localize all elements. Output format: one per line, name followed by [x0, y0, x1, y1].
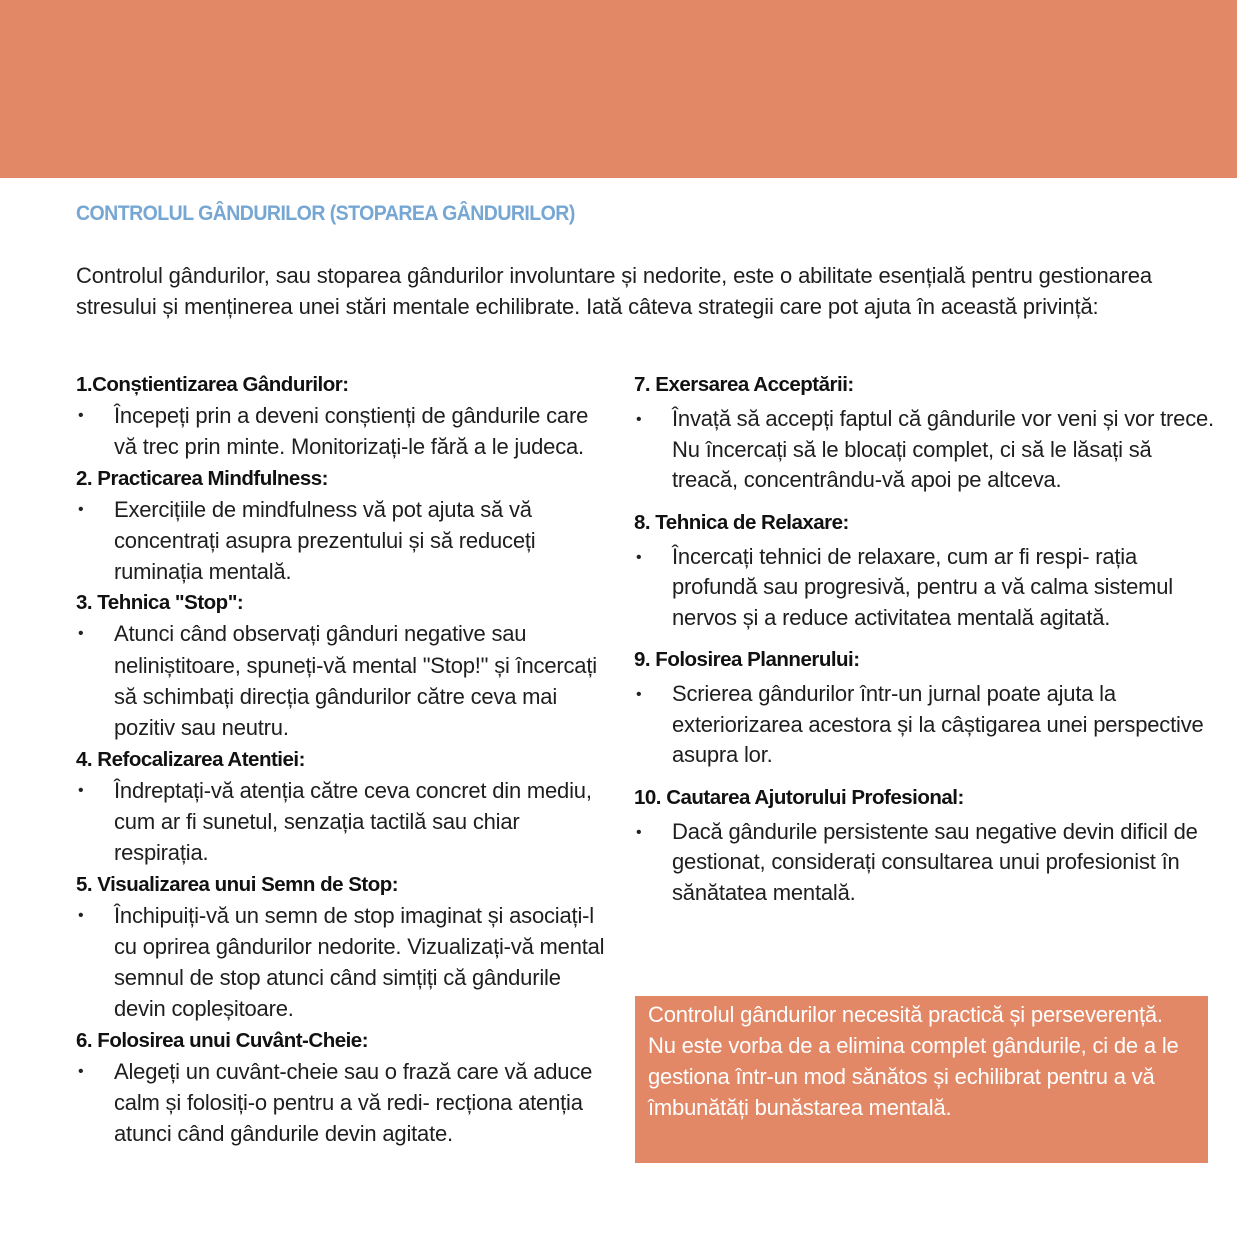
bullet-icon: • [636, 823, 642, 841]
bullet-row [76, 400, 616, 463]
strategy-item [76, 744, 616, 869]
strategy-title: 2. Practicarea Mindfulness: [76, 466, 328, 490]
strategy-title: 6. Folosirea unui Cuvânt-Cheie: [76, 1028, 369, 1052]
strategy-title: 4. Refocalizarea Atentiei: [76, 747, 305, 771]
bullet-row [76, 618, 616, 743]
strategy-description: Atunci când observați gânduri negative sau neliniștitoare, spuneți-vă mental "Stop!" și încercați să schimbați direcția gândurilor către ceva mai pozitiv sau neutru. [114, 621, 597, 741]
strategy-item [76, 463, 616, 588]
strategy-item [76, 869, 616, 1025]
strategies-left-column [76, 369, 616, 1150]
strategy-title: 1.Conștientizarea Gândurilor: [76, 373, 349, 396]
bullet-icon: • [78, 625, 84, 643]
strategy-description: Încercați tehnici de relaxare, cum ar fi respi- rația profundă sau progresivă, pentru a vă calma sistemul nervos și a reduce activitatea mentală agitată. [672, 543, 1173, 630]
strategy-item [634, 507, 1214, 634]
bullet-row [76, 1056, 616, 1150]
bullet-icon: • [78, 500, 84, 518]
bullet-row [76, 494, 616, 588]
bullet-icon: • [78, 781, 84, 799]
bullet-row [634, 542, 1214, 634]
bullet-icon: • [636, 548, 642, 566]
bullet-icon: • [636, 686, 642, 703]
strategy-item [76, 369, 616, 463]
header-band [0, 0, 1237, 178]
strategy-title: 7. Exersarea Acceptării: [634, 373, 854, 396]
strategy-description: Începeți prin a deveni conștienți de gândurile care vă trec prin minte. Monitorizați-le fără a le judeca. [114, 403, 589, 460]
bullet-row [634, 817, 1214, 909]
bullet-row [634, 679, 1214, 771]
intro-paragraph: Controlul gândurilor, sau stoparea gândurilor involuntare și nedorite, este o abilitate esențială pentru gestionarea stresului și menținerea unei stări mentale echilibrate. Iată câteva strategii care pot ajuta în această privință: [76, 263, 1152, 319]
strategy-item [76, 587, 616, 743]
strategy-title: 10. Cautarea Ajutorului Profesional: [634, 785, 964, 809]
strategy-description: Îndreptați-vă atenția către ceva concret din mediu, cum ar fi sunetul, senzația tactilă sau chiar respirația. [114, 777, 592, 866]
strategies-right-column [634, 369, 1214, 919]
strategy-title: 8. Tehnica de Relaxare: [634, 510, 849, 534]
callout-text: Controlul gândurilor necesită practică și perseverență. Nu este vorba de a elimina complet gândurile, ci de a le gestiona într-un mod sănătos și echilibrat pentru a vă îmbunătăți bunăstarea mentală. [648, 1002, 1179, 1120]
strategy-title: 9. Folosirea Plannerului: [634, 648, 860, 671]
summary-callout-box [635, 996, 1208, 1163]
strategy-description: Închipuiți-vă un semn de stop imaginat și asociați-l cu oprirea gândurilor nedorite. Vizualizați-vă mental semnul de stop atunci când simțiți că gândurile devin copleșitoare. [114, 902, 605, 1022]
page-title: CONTROLUL GÂNDURILOR (STOPAREA GÂNDURILOR) [76, 202, 575, 225]
bullet-row [76, 900, 616, 1025]
bullet-icon: • [636, 411, 642, 428]
bullet-row [634, 404, 1214, 496]
strategy-item [76, 1025, 616, 1150]
strategy-description: Exercițiile de mindfulness vă pot ajuta să vă concentrați asupra prezentului și să reduceți ruminația mentală. [114, 496, 536, 585]
strategy-item [634, 644, 1214, 771]
strategy-description: Dacă gândurile persistente sau negative devin dificil de gestionat, considerați consultarea unui profesionist în sănătatea mentală. [672, 818, 1198, 905]
strategy-description: Învață să accepți faptul că gândurile vor veni și vor trece. Nu încercați să le blocați complet, ci să le lăsați să treacă, concentrându-vă apoi pe altceva. [672, 406, 1214, 492]
strategy-title: 5. Visualizarea unui Semn de Stop: [76, 872, 399, 896]
strategy-description: Scrierea gândurilor într-un jurnal poate ajuta la exteriorizarea acestora și la câștigarea unei perspective asupra lor. [672, 681, 1204, 767]
bullet-icon: • [78, 906, 84, 924]
bullet-icon: • [78, 407, 84, 424]
bullet-row [76, 775, 616, 869]
strategy-description: Alegeți un cuvânt-cheie sau o frază care vă aduce calm și folosiți-o pentru a vă redi- recționa atenția atunci când gândurile devin agitate. [114, 1058, 593, 1147]
strategy-item [634, 369, 1214, 496]
strategy-item [634, 782, 1214, 909]
bullet-icon: • [78, 1062, 84, 1080]
strategy-title: 3. Tehnica "Stop": [76, 591, 244, 615]
